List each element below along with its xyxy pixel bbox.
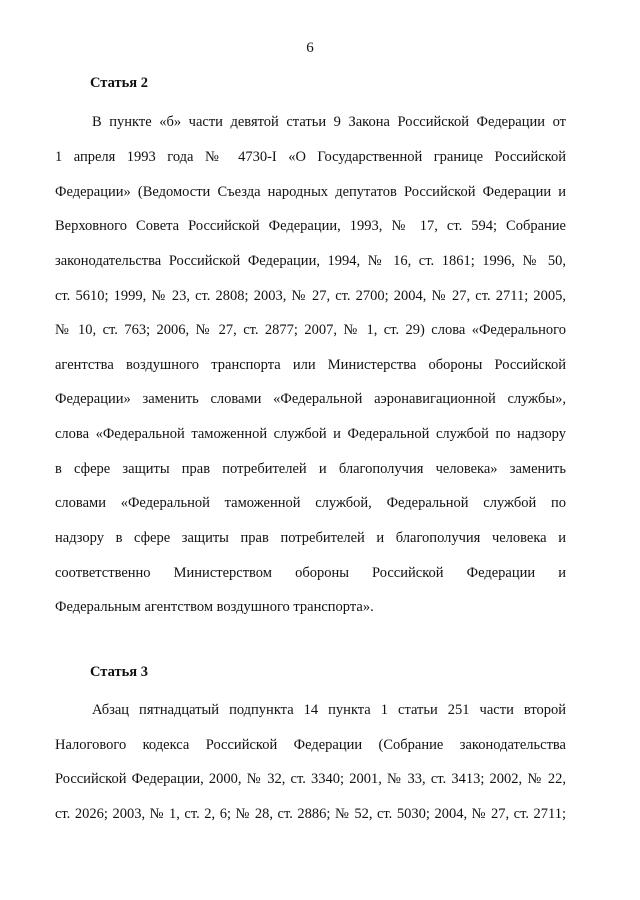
text-line: № 10, ст. 763; 2006, № 27, ст. 2877; 2007, № 1, ст. 29) слова «Федерального	[55, 322, 566, 338]
article-3-heading: Статья 3	[90, 664, 148, 680]
text-line: ст. 5610; 1999, № 23, ст. 2808; 2003, № 27, ст. 2700; 2004, № 27, ст. 2711; 2005,	[55, 288, 566, 304]
text-line: законодательства Российской Федерации, 1994, № 16, ст. 1861; 1996, № 50,	[55, 253, 566, 269]
text-line: надзору в сфере защиты прав потребителей и благополучия человека и	[55, 530, 566, 546]
article-2-heading: Статья 2	[90, 75, 148, 91]
text-line: В пункте «б» части девятой статьи 9 Закона Российской Федерации от	[92, 114, 566, 130]
text-line: в сфере защиты прав потребителей и благополучия человека» заменить	[55, 461, 566, 477]
page-number: 6	[306, 40, 314, 56]
text-line: ст. 2026; 2003, № 1, ст. 2, 6; № 28, ст. 2886; № 52, ст. 5030; 2004, № 27, ст. 2711;	[55, 806, 566, 822]
text-line: Федеральным агентством воздушного транспорта».	[55, 599, 374, 615]
text-line: Абзац пятнадцатый подпункта 14 пункта 1 статьи 251 части второй	[92, 702, 566, 718]
text-line: словами «Федеральной таможенной службой, Федеральной службой по	[55, 495, 566, 511]
text-line: агентства воздушного транспорта или Министерства обороны Российской	[55, 357, 566, 373]
text-line: Российской Федерации, 2000, № 32, ст. 3340; 2001, № 33, ст. 3413; 2002, № 22,	[55, 771, 566, 787]
text-line: Верховного Совета Российской Федерации, 1993, № 17, ст. 594; Собрание	[55, 218, 566, 234]
text-line: соответственно Министерством обороны Российской Федерации и	[55, 565, 566, 581]
text-line: Налогового кодекса Российской Федерации (Собрание законодательства	[55, 737, 566, 753]
text-line: Федерации» (Ведомости Съезда народных депутатов Российской Федерации и	[55, 184, 566, 200]
text-line: слова «Федеральной таможенной службой и Федеральной службой по надзору	[55, 426, 566, 442]
text-line: 1 апреля 1993 года № 4730-I «О Государственной границе Российской	[55, 149, 566, 165]
text-line: Федерации» заменить словами «Федеральной аэронавигационной службы»,	[55, 391, 566, 407]
